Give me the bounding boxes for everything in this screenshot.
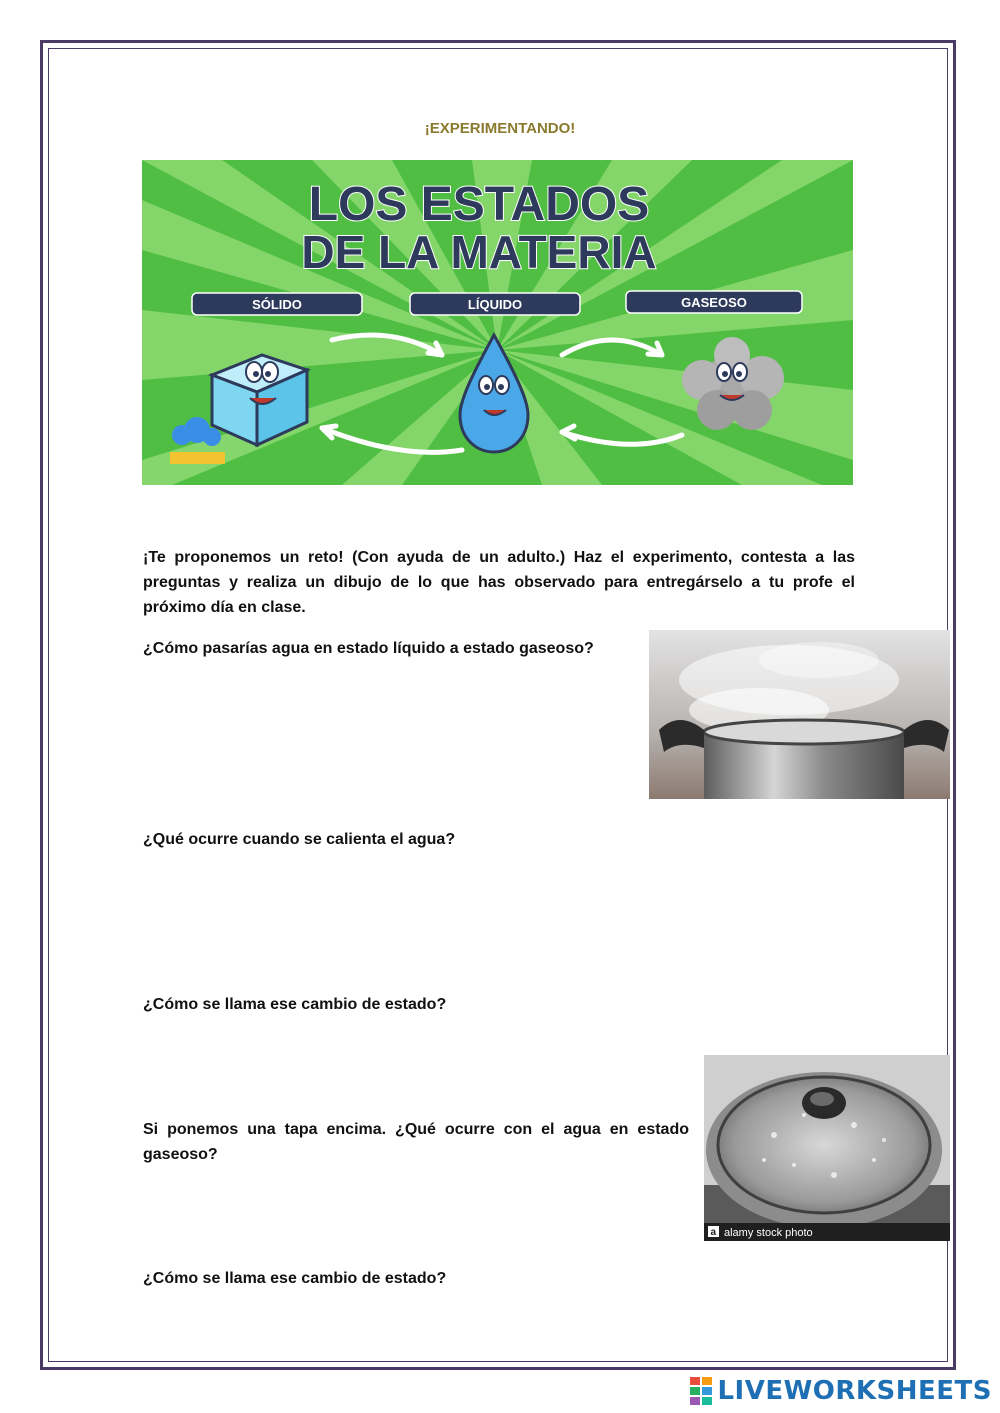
svg-text:a: a bbox=[710, 1227, 717, 1238]
banner-label-solid: SÓLIDO bbox=[252, 297, 302, 312]
lidded-pot-photo bbox=[704, 1055, 950, 1241]
question-1: ¿Cómo pasarías agua en estado líquido a estado gaseoso? bbox=[143, 640, 594, 657]
question-5: ¿Cómo se llama ese cambio de estado? bbox=[143, 1270, 447, 1287]
alamy-watermark: alamy stock photo bbox=[724, 1227, 813, 1239]
banner-label-liquid: LÍQUIDO bbox=[467, 297, 523, 312]
liveworksheets-logo-icon bbox=[689, 1376, 713, 1406]
footer-brand: LIVEWORKSHEETS bbox=[717, 1376, 992, 1406]
intro-paragraph: ¡Te proponemos un reto! (Con ayuda de un adulto.) Haz el experimento, contesta a las preguntas y realiza un dibujo de lo que has observado para entregárselo a tu profe el próximo día en clase. bbox=[143, 549, 855, 616]
page-title: ¡EXPERIMENTANDO! bbox=[424, 120, 576, 137]
boiling-pot-photo bbox=[649, 630, 950, 799]
banner-heading-line1: LOS ESTADOS bbox=[308, 178, 650, 231]
question-2: ¿Qué ocurre cuando se calienta el agua? bbox=[143, 831, 456, 848]
liveworksheets-footer bbox=[689, 1373, 992, 1409]
banner-heading-line2: DE LA MATERIA bbox=[301, 226, 657, 278]
banner-label-gas: GASEOSO bbox=[681, 295, 747, 310]
states-of-matter-banner bbox=[142, 160, 853, 485]
question-3: ¿Cómo se llama ese cambio de estado? bbox=[143, 996, 447, 1013]
question-4: Si ponemos una tapa encima. ¿Qué ocurre con el agua en estado gaseoso? bbox=[143, 1121, 689, 1163]
